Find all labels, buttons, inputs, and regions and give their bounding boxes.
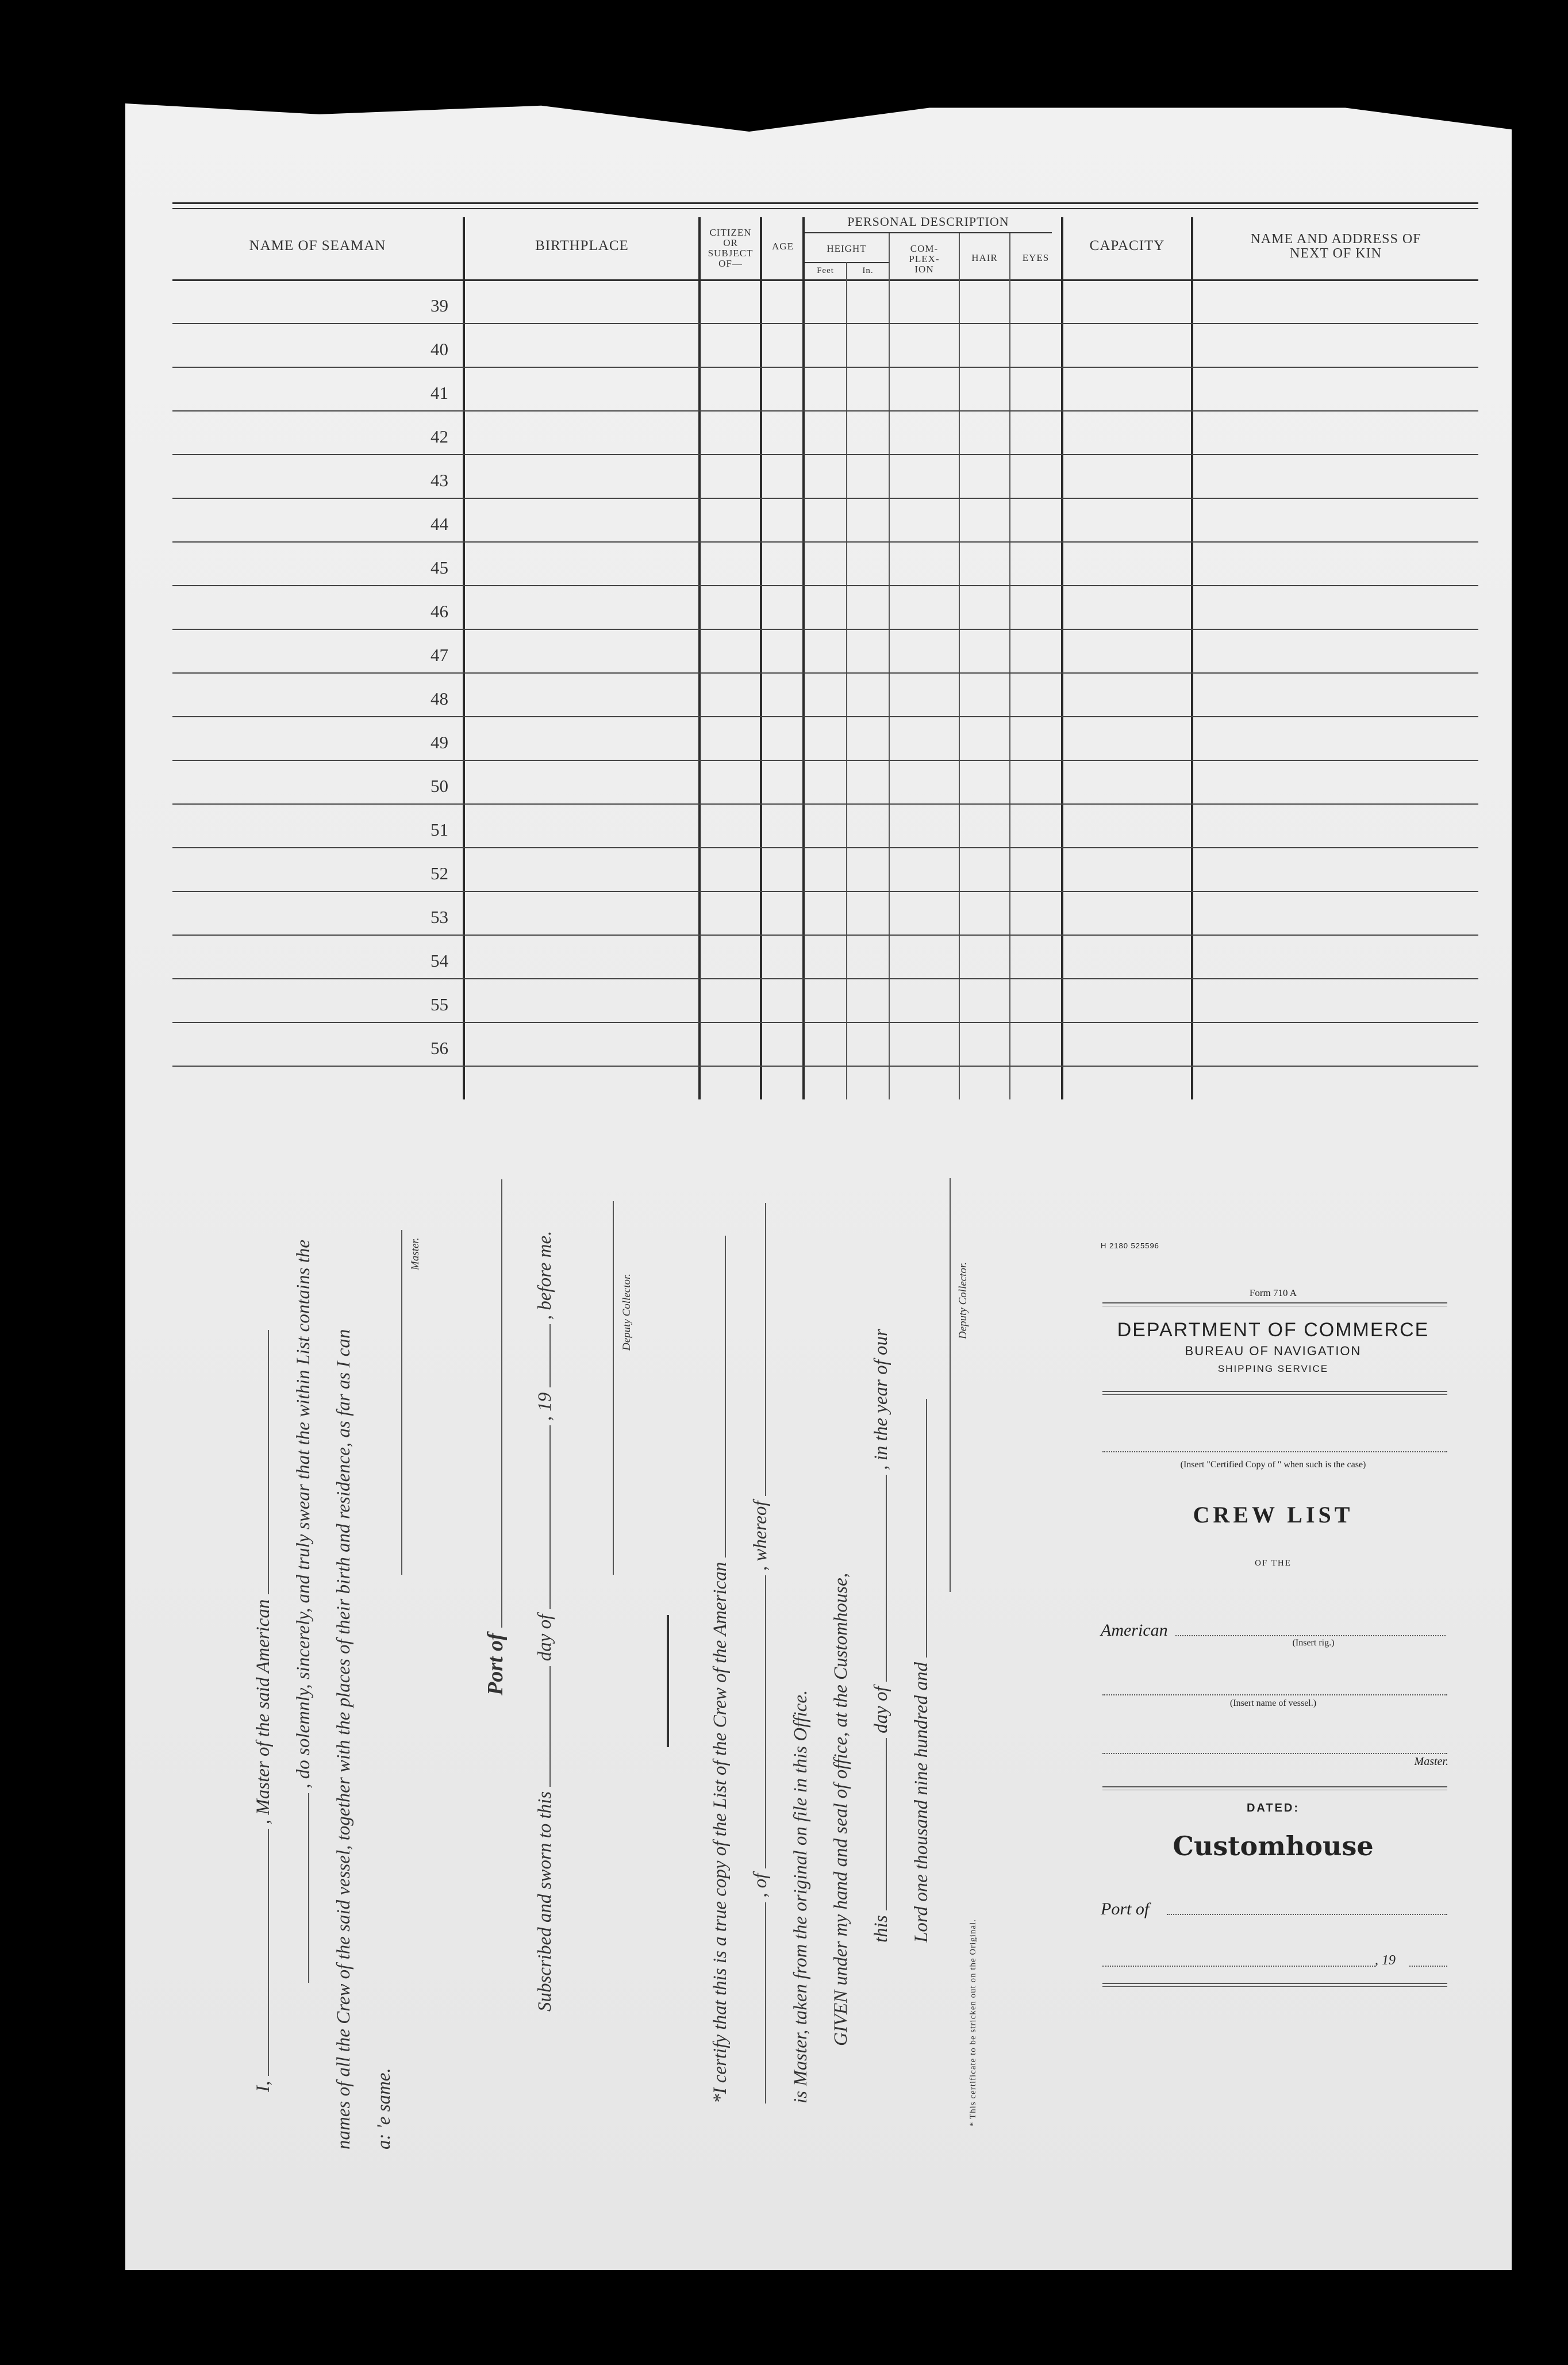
- header-next-of-kin: [1193, 232, 1478, 261]
- oath-line1-prefix: I,: [253, 2081, 274, 2092]
- cover-master-label: Master.: [1414, 1755, 1448, 1768]
- row-number: 47: [431, 645, 448, 665]
- cover-date-blank: [1102, 1966, 1375, 1967]
- column-rule-8: [1009, 233, 1010, 1099]
- cert-line-5: [871, 1329, 892, 1943]
- cover-rule-3: [1102, 1391, 1447, 1392]
- subscribed-day-of: day of: [535, 1614, 555, 1662]
- row-number: 39: [431, 295, 448, 316]
- header-hair: HAIR: [971, 252, 998, 263]
- table-top-rule: [172, 202, 1478, 204]
- master-name-blank: [268, 1829, 269, 2076]
- subscribed-line: [535, 1231, 556, 2012]
- table-row[interactable]: [172, 803, 1478, 805]
- row-number: 41: [431, 383, 448, 403]
- oath-deputy-collector: Deputy Collector.: [621, 1273, 633, 1351]
- subscribed-day-blank: [549, 1666, 551, 1787]
- row-number: 46: [431, 601, 448, 621]
- cover-rule-8: [1102, 1986, 1447, 1987]
- oath-line-1: [253, 1330, 274, 2092]
- oath-port-of: Port of: [483, 1633, 508, 1695]
- column-rule-6: [889, 233, 890, 1099]
- table-row[interactable]: [172, 323, 1478, 324]
- cover-rule-1: [1102, 1302, 1447, 1303]
- header-personal-description: PERSONAL DESCRIPTION: [847, 214, 1009, 229]
- cert-master-blank: [765, 1203, 766, 1496]
- cover-port-of-label: Port of: [1101, 1899, 1150, 1918]
- header-complexion-line2: PLEX-: [909, 253, 940, 264]
- header-height: HEIGHT: [827, 243, 867, 254]
- header-capacity: CAPACITY: [1089, 238, 1165, 253]
- cert-day-blank: [886, 1738, 887, 1910]
- certified-copy-blank: [1102, 1451, 1447, 1452]
- row-number: 52: [431, 863, 448, 883]
- row-number: 49: [431, 732, 448, 752]
- header-complexion-line1: COM-: [910, 243, 939, 254]
- header-citizen-line4: OF—: [718, 257, 743, 269]
- header-citizen-line1: CITIZEN: [709, 227, 752, 238]
- subscribed-month-blank: [549, 1425, 551, 1609]
- of-the-label: OF THE: [1255, 1559, 1292, 1568]
- row-number: 40: [431, 339, 448, 359]
- cover-rule-4: [1102, 1394, 1447, 1395]
- cert-line1-text: *I certify that this is a true copy of the List of the Crew of the American: [710, 1562, 731, 2103]
- header-citizen: [700, 228, 761, 268]
- column-rule-9: [1061, 217, 1063, 1099]
- table-row[interactable]: [172, 978, 1478, 979]
- header-eyes: EYES: [1022, 252, 1050, 263]
- dated-label: DATED:: [1246, 1802, 1300, 1814]
- insert-certified-note: (Insert "Certified Copy of " when such is the case): [1180, 1460, 1366, 1470]
- oath-line2-text: , do solemnly, sincerely, and truly swear that the within List contains the: [293, 1239, 314, 1789]
- master-label: Master.: [409, 1237, 421, 1270]
- header-complexion: [890, 244, 959, 275]
- table-row[interactable]: [172, 935, 1478, 936]
- cert-whereof: , whereof: [750, 1501, 771, 1571]
- row-number: 45: [431, 557, 448, 578]
- row-number: 51: [431, 820, 448, 840]
- column-rule-5: [846, 262, 847, 1099]
- cert-line-4: GIVEN under my hand and seal of office, at the Customhouse,: [831, 1572, 851, 2046]
- oath-line-2: [293, 1240, 314, 1983]
- bureau-title: BUREAU OF NAVIGATION: [1185, 1344, 1362, 1358]
- cert-footnote: * This certificate to be stricken out on the Original.: [969, 1918, 978, 2126]
- table-row[interactable]: [172, 629, 1478, 630]
- cert-of: , of: [750, 1873, 771, 1898]
- table-row[interactable]: [172, 672, 1478, 674]
- cert-port-blank: [765, 1575, 766, 1868]
- table-row[interactable]: [172, 585, 1478, 586]
- section-divider: [667, 1615, 669, 1747]
- cert-line-1: [710, 1236, 731, 2103]
- table-row[interactable]: [172, 1066, 1478, 1067]
- american-label: American: [1101, 1621, 1168, 1640]
- crew-list-title: CREW LIST: [1193, 1502, 1354, 1528]
- header-name-of-seaman: NAME OF SEAMAN: [249, 238, 386, 253]
- cert-deputy-signature-line: [950, 1178, 951, 1592]
- cover-rule-7: [1102, 1983, 1447, 1984]
- row-number: 43: [431, 470, 448, 490]
- cert-month-blank: [886, 1475, 887, 1682]
- header-citizen-line2: OR: [723, 237, 738, 248]
- cert-day-of: day of: [871, 1686, 891, 1733]
- table-row[interactable]: [172, 891, 1478, 892]
- table-row[interactable]: [172, 454, 1478, 455]
- insert-rig-note: (Insert rig.): [1292, 1638, 1335, 1648]
- cert-line-3: is Master, taken from the original on file in this Office.: [790, 1690, 811, 2103]
- column-rule-1: [463, 217, 465, 1099]
- master-signature-line: [401, 1230, 402, 1575]
- column-rule-4: [802, 217, 805, 1099]
- vessel-name-blank: [268, 1330, 269, 1594]
- oath-line1-suffix: , Master of the said American: [253, 1599, 274, 1825]
- table-row[interactable]: [172, 847, 1478, 848]
- table-header-bottom-rule: [172, 279, 1478, 281]
- subscribed-before-me: , before me.: [535, 1230, 555, 1320]
- cover-year-blank: [1409, 1966, 1447, 1967]
- column-rule-3: [760, 217, 762, 1099]
- column-rule-10: [1191, 217, 1193, 1099]
- personal-description-rule: [805, 232, 1052, 233]
- cert-this: this: [871, 1915, 891, 1943]
- department-title: DEPARTMENT OF COMMERCE: [1117, 1319, 1429, 1341]
- header-feet: Feet: [817, 266, 834, 275]
- subscribed-year: , 19: [535, 1392, 555, 1421]
- column-rule-2: [698, 217, 701, 1099]
- table-row[interactable]: [172, 541, 1478, 543]
- table-row[interactable]: [172, 367, 1478, 368]
- oath-deputy-signature-line: [613, 1201, 614, 1575]
- row-number: 53: [431, 907, 448, 927]
- row-number: 42: [431, 426, 448, 447]
- cert-line6-text: Lord one thousand nine hundred and: [911, 1662, 932, 1943]
- cert-vessel-blank: [725, 1236, 726, 1558]
- print-code: H 2180 525596: [1101, 1241, 1159, 1250]
- cert-line-6: [911, 1399, 932, 1943]
- subscribed-year-blank: [549, 1324, 551, 1387]
- table-row[interactable]: [172, 410, 1478, 412]
- row-number: 55: [431, 994, 448, 1014]
- header-age: AGE: [772, 241, 794, 252]
- cover-rule-5: [1102, 1786, 1447, 1787]
- vessel-blank: [1102, 1694, 1447, 1695]
- header-birthplace: BIRTHPLACE: [535, 238, 629, 253]
- cert-line-2: [750, 1203, 771, 2103]
- table-top-rule-thin: [172, 208, 1478, 209]
- oath-line-4: a: 'e same.: [374, 2068, 394, 2149]
- table-row[interactable]: [172, 498, 1478, 499]
- rig-blank: [1175, 1635, 1446, 1636]
- subscribed-text: Subscribed and sworn to this: [535, 1791, 555, 2012]
- service-title: SHIPPING SERVICE: [1217, 1363, 1329, 1374]
- insert-vessel-note: (Insert name of vessel.): [1229, 1698, 1317, 1708]
- cert-deputy-collector: Deputy Collector.: [957, 1262, 969, 1339]
- cert-year-blank: [926, 1399, 927, 1658]
- cover-port-blank: [1167, 1914, 1447, 1915]
- oath-port-blank: [501, 1179, 502, 1628]
- cover-year-label: , 19: [1375, 1953, 1396, 1968]
- header-citizen-line3: SUBJECT: [708, 247, 754, 259]
- oath-line-3: names of all the Crew of the said vessel, together with the places of their birth and residence, as far as I can: [333, 1329, 354, 2149]
- form-number: Form 710 A: [1249, 1287, 1297, 1298]
- cert-year: , in the year of our: [871, 1329, 891, 1470]
- column-rule-7: [959, 233, 960, 1099]
- header-inches: In.: [862, 266, 874, 275]
- oath-blank-2: [308, 1793, 309, 1983]
- header-next-of-kin-line1: NAME AND ADDRESS OF: [1250, 232, 1421, 247]
- row-number: 54: [431, 951, 448, 971]
- header-next-of-kin-line2: NEXT OF KIN: [1290, 246, 1382, 262]
- cert-name-blank: [765, 1902, 766, 2103]
- customhouse-title: Customhouse: [1173, 1831, 1374, 1862]
- row-number: 44: [431, 514, 448, 534]
- header-complexion-line3: ION: [914, 263, 934, 275]
- table-row[interactable]: [172, 1022, 1478, 1023]
- table-row[interactable]: [172, 760, 1478, 761]
- row-number: 50: [431, 776, 448, 796]
- table-row[interactable]: [172, 716, 1478, 717]
- master-blank: [1102, 1753, 1447, 1754]
- row-number: 48: [431, 689, 448, 709]
- port-of-label: [483, 1179, 508, 1695]
- row-number: 56: [431, 1038, 448, 1058]
